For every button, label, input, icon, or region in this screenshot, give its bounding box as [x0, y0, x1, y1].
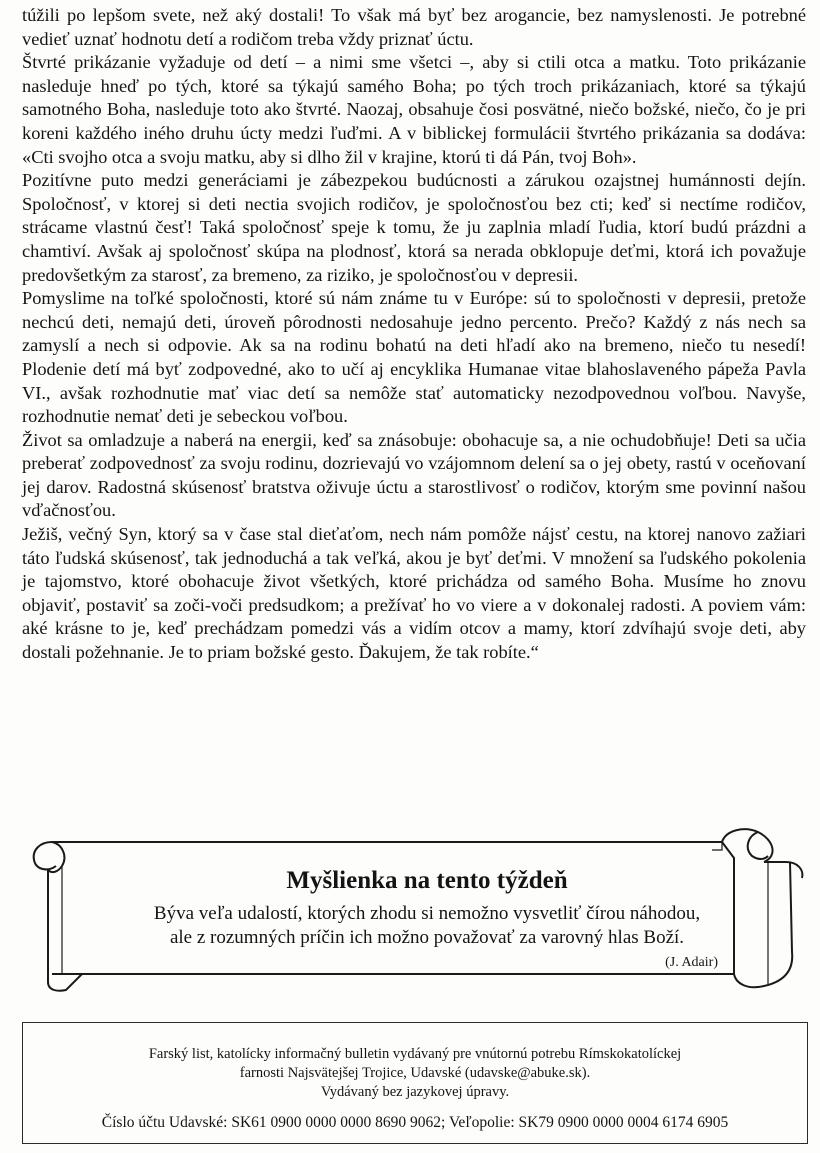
colophon-line: Vydávaný bez jazykovej úpravy.	[320, 1084, 510, 1100]
paragraph: Pozitívne puto medzi generáciami je zábezpekou budúcnosti a zárukou ozajstnej humánnosti dejín. Spoločnosť, v ktorej si deti nectia svojich rodičov, je spoločnosťou bez cti; keď si nectíme rodičov, strácame vlastnú česť! Taká spoločnosť speje k tomu, že ju zaplnia mladí ľudia, ktorí budú prázdni a chamtiví. Avšak aj spoločnosť skúpa na plodnosť, ktorá sa nerada obklopuje deťmi, ktorá ich považuje predovšetkým za starosť, za bremeno, za riziko, je spoločnosťou v depresii.	[22, 170, 806, 285]
thought-author: (J. Adair)	[665, 955, 718, 970]
thought-quote-line: Býva veľa udalostí, ktorých zhodu si nemožno vysvetliť čírou náhodou,	[153, 903, 701, 924]
thought-text-block	[102, 866, 752, 972]
thought-of-week-scroll	[22, 822, 812, 994]
article-body	[22, 4, 806, 665]
thought-quote-line: ale z rozumných príčin ich možno považovať za varovný hlas Boží.	[169, 927, 685, 948]
paragraph: túžili po lepšom svete, než aký dostali! To však má byť bez arogancie, bez namyslenosti. Je potrebné vedieť uznať hodnotu detí a rodičom treba vždy priznať úctu.	[22, 5, 806, 49]
paragraph: Štvrté prikázanie vyžaduje od detí – a nimi sme všetci –, aby si ctili otca a matku. Toto prikázanie nasleduje hneď po tých, ktoré sa týkajú samého Boha; po tých troch prikázaniach, ktoré sa týkajú samotného Boha, nasleduje toto ako štvrté. Naozaj, obsahuje čosi posvätné, niečo božské, niečo, čo je pri koreni každého iného druhu úcty medzi ľuďmi. A v biblickej formulácii štvrtého prikázania sa dodáva: «Cti svojho otca a svoju matku, aby si dlho žil v krajine, ktorú ti dá Pán, tvoj Boh».	[22, 52, 806, 167]
colophon-line: farnosti Najsvätejšej Trojice, Udavské (udavske@abuke.sk).	[239, 1065, 591, 1081]
colophon-line: Farský list, katolícky informačný bulletin vydávaný pre vnútornú potrebu Rímskokatolíckej	[148, 1046, 682, 1062]
colophon-box	[22, 1022, 808, 1144]
paragraph: Ježiš, večný Syn, ktorý sa v čase stal dieťaťom, nech nám pomôže nájsť cestu, na ktorej nanovo zažiari táto ľudská skúsenosť, tak jednoduchá a tak veľká, akou je byť deťmi. V množení sa ľudského pokolenia je tajomstvo, ktoré obohacuje život všetkých, ktoré prichádza od samého Boha. Musíme ho znovu objaviť, postaviť sa zoči-voči predsudkom; a prežívať ho vo viere a v dokonalej radosti. A poviem vám: aké krásne to je, keď prechádzam pomedzi vás a vidím otcov a mamy, ktorí zdvíhajú svoje deti, aby dostali požehnanie. Je to priam božské gesto. Ďakujem, že tak robíte.“	[22, 524, 806, 663]
paragraph: Život sa omladzuje a naberá na energii, keď sa znásobuje: obohacuje sa, a nie ochudobňuje! Deti sa učia preberať zodpovednosť za svoju rodinu, dozrievajú vo vzájomnom delení sa o jej obety, rastú v oceňovaní jej darov. Radostná skúsenosť bratstva oživuje úctu a starostlivosť o rodičov, ktorým sme povinní našou vďačnosťou.	[22, 429, 806, 521]
bank-accounts: Číslo účtu Udavské: SK61 0900 0000 0000 8690 9062; Veľopolie: SK79 0900 0000 0004 6174 6905	[101, 1114, 729, 1131]
paragraph: Pomyslime na toľké spoločnosti, ktoré sú nám známe tu v Európe: sú to spoločnosti v depresii, pretože nechcú deti, nemajú deti, úroveň pôrodnosti nedosahuje jedno percento. Prečo? Každý z nás nech sa zamyslí a nech si odpovie. Ak sa na rodinu bohatú na deti hľadí ako na bremeno, niečo tu nesedí! Plodenie detí má byť zodpovedné, ako to učí aj encyklika Humanae vitae blahoslaveného pápeža Pavla VI., avšak rozhodnutie mať viac detí sa nemôže stať automaticky nezodpovednou voľbou. Navyše, rozhodnutie nemať deti je sebeckou voľbou.	[22, 288, 806, 427]
thought-title: Myšlienka na tento týždeň	[286, 867, 568, 894]
